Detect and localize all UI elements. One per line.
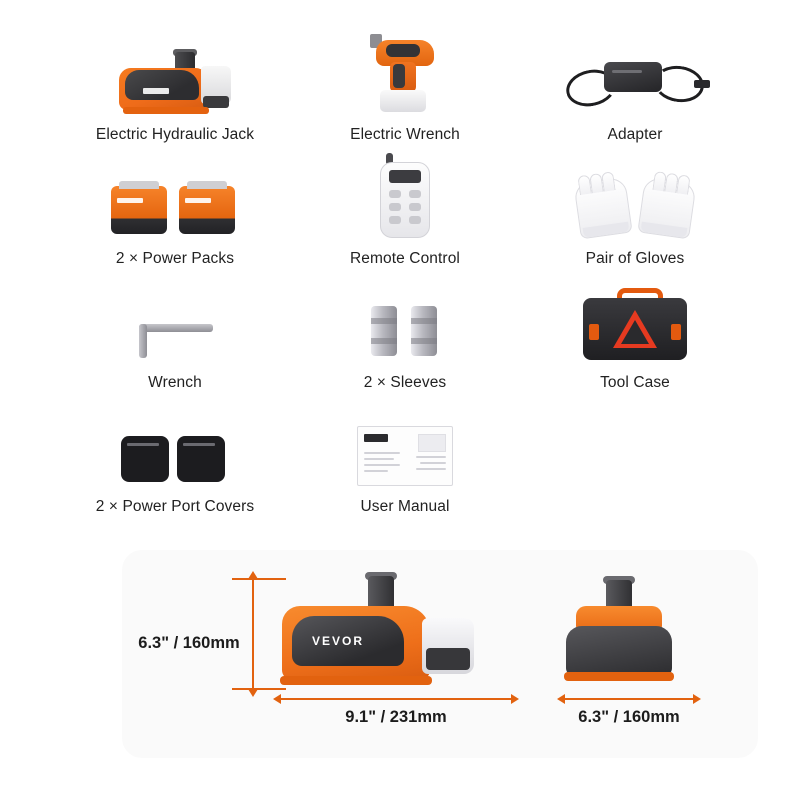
- kit-item-tool-case: [520, 268, 750, 392]
- jack-front-view-image: [272, 572, 484, 690]
- allen-wrench-icon: [80, 278, 270, 362]
- height-arrow: [252, 578, 254, 690]
- kit-item-label: User Manual: [360, 498, 450, 515]
- user-manual-icon: [310, 402, 500, 486]
- battery-pack-icon: [80, 154, 270, 238]
- kit-item-wrench: [60, 268, 290, 392]
- remote-control-icon: [310, 154, 500, 238]
- kit-item-gloves: [520, 144, 750, 268]
- kit-item-label: Electric Wrench: [350, 126, 460, 143]
- grid-empty-cell: [520, 392, 750, 516]
- kit-item-label: Adapter: [607, 126, 663, 143]
- impact-wrench-icon: [310, 30, 500, 114]
- kit-item-label: Pair of Gloves: [585, 250, 685, 267]
- front-width-arrow: [280, 698, 512, 700]
- kit-item-electric-hydraulic-jack: [60, 20, 290, 144]
- socket-sleeves-icon: [310, 278, 500, 362]
- kit-item-label: Wrench: [148, 374, 202, 391]
- power-port-cover-icon: [80, 402, 270, 486]
- kit-item-power-packs: [60, 144, 290, 268]
- dimensions-panel: [122, 550, 758, 758]
- kit-item-adapter: [520, 20, 750, 144]
- kit-item-sleeves: [290, 268, 520, 392]
- jack-side-view-image: [552, 580, 702, 690]
- kit-item-label: Tool Case: [600, 374, 670, 391]
- kit-item-power-port-covers: [60, 392, 290, 516]
- power-adapter-icon: [540, 30, 730, 114]
- product-brand-mark: VEVOR: [312, 634, 365, 648]
- kit-item-label: Electric Hydraulic Jack: [95, 126, 255, 143]
- gloves-icon: [540, 154, 730, 238]
- hydraulic-jack-icon: [80, 30, 270, 114]
- kit-item-label: Remote Control: [350, 250, 460, 267]
- kit-item-label: 2 × Sleeves: [363, 374, 447, 391]
- kit-item-label: 2 × Power Packs: [115, 250, 235, 267]
- kit-item-remote-control: [290, 144, 520, 268]
- kit-item-electric-wrench: [290, 20, 520, 144]
- kit-contents-grid: [60, 20, 750, 516]
- kit-item-label: 2 × Power Port Covers: [95, 498, 255, 515]
- height-dimension-label: 6.3" / 160mm: [138, 634, 240, 652]
- kit-item-user-manual: [290, 392, 520, 516]
- tool-case-icon: [540, 278, 730, 362]
- front-width-label: 9.1" / 231mm: [345, 708, 447, 726]
- side-width-label: 6.3" / 160mm: [578, 708, 680, 726]
- side-width-arrow: [564, 698, 694, 700]
